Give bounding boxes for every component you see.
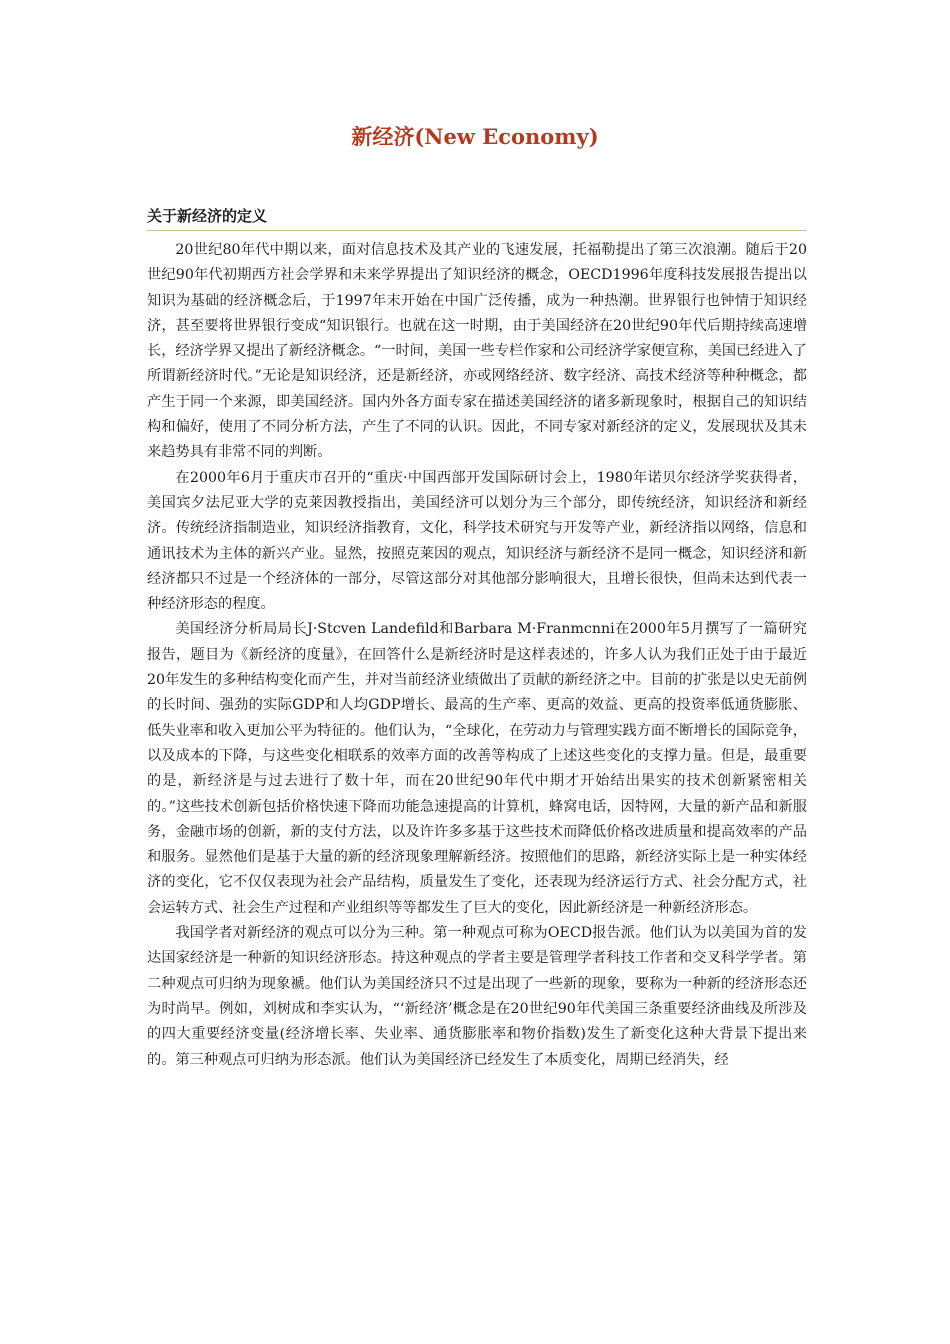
page-title: 新经济(New Economy) xyxy=(351,124,599,149)
paragraph-1: 20世纪80年代中期以来，面对信息技术及其产业的飞速发展，托福勒提出了第三次浪潮。随后于20世纪90年代初期西方社会学界和未来学界提出了知识经济的概念，OECD1996年度科技发展报告提出以知识为基础的经济概念后，于1997年末开始在中国广泛传播，成为一种热潮。世界银行也钟情于知识经济，甚至要将世界银行变成“知识银行。也就在这一时期，由于美国经济在20世纪90年代后期持续高速增长，经济学界又提出了新经济概念。“一时间，美国一些专栏作家和公司经济学家便宣称，美国已经进入了所谓新经济时代。”无论是知识经济，还是新经济，亦或网络经济、数字经济、高技术经济等种种概念，都产生于同一个来源，即美国经济。国内外各方面专家在描述美国经济的诸多新现象时，根据自己的知识结构和偏好，使用了不同分析方法，产生了不同的认识。因此，不同专家对新经济的定义，发展现状及其未来趋势具有非常不同的判断。 xyxy=(147,242,807,461)
article-body xyxy=(147,238,807,1073)
paragraph-2: 在2000年6月于重庆市召开的“重庆·中国西部开发国际研讨会上，1980年诺贝尔经济学奖获得者，美国宾夕法尼亚大学的克莱因教授指出，美国经济可以划分为三个部分，即传统经济，知识经济和新经济。传统经济指制造业，知识经济指教育，文化，科学技术研究与开发等产业，新经济指以网络，信息和通讯技术为主体的新兴产业。显然，按照克莱因的观点，知识经济与新经济不是同一概念，知识经济和新经济都只不过是一个经济体的一部分，尽管这部分对其他部分影响很大，且增长很快，但尚未达到代表一种经济形态的程度。 xyxy=(147,469,807,613)
paragraph-3: 美国经济分析局局长J·Stcven Landefild和Barbara M·Franmcnni在2000年5月撰写了一篇研究报告，题目为《新经济的度量》，在回答什么是新经济时是这样表述的，许多人认为我们正处于由于最近20年发生的多种结构变化而产生，并对当前经济业绩做出了贡献的新经济之中。目前的扩张是以史无前例的长时间、强劲的实际GDP和人均GDP增长、最高的生产率、更高的效益、更高的投资率低通货膨胀、低失业率和收入更加公平为特征的。他们认为，“全球化，在劳动力与管理实践方面不断增长的国际竞争，以及成本的下降，与这些变化相联系的效率方面的改善等构成了上述这些变化的支撑力量。但是，最重要的是，新经济是与过去进行了数十年，而在20世纪90年代中期才开始结出果实的技术创新紧密相关的。”这些技术创新包括价格快速下降而功能急速提高的计算机，蜂窝电话，因特网，大量的新产品和新服务，金融市场的创新，新的支付方法，以及许许多多基于这些技术而降低价格改进质量和提高效率的产品和服务。显然他们是基于大量的新的经济现象理解新经济。按照他们的思路，新经济实际上是一种实体经济的变化，它不仅仅表现为社会产品结构，质量发生了变化，还表现为经济运行方式、社会分配方式，社会运转方式、社会生产过程和产业组织等等都发生了巨大的变化，因此新经济是一种新经济形态。 xyxy=(147,621,807,916)
section-heading: 关于新经济的定义 xyxy=(147,205,807,231)
paragraph-4: 我国学者对新经济的观点可以分为三种。第一种观点可称为OECD报告派。他们认为以美国为首的发达国家经济是一种新的知识经济形态。持这种观点的学者主要是管理学者科技工作者和交叉科学学者。第二种观点可归纳为现象褫。他们认为美国经济只不过是出现了一些新的现象，要称为一种新的经济形态还为时尚早。例如，刘树成和李实认为，“‘新经济’概念是在20世纪90年代美国三条重要经济曲线及所涉及的四大重要经济变量(经济增长率、失业率、通货膨胀率和物价指数)发生了新变化这种大背景下提出来的。第三种观点可归纳为形态派。他们认为美国经济已经发生了本质变化，周期已经消失，经 xyxy=(147,925,807,1068)
